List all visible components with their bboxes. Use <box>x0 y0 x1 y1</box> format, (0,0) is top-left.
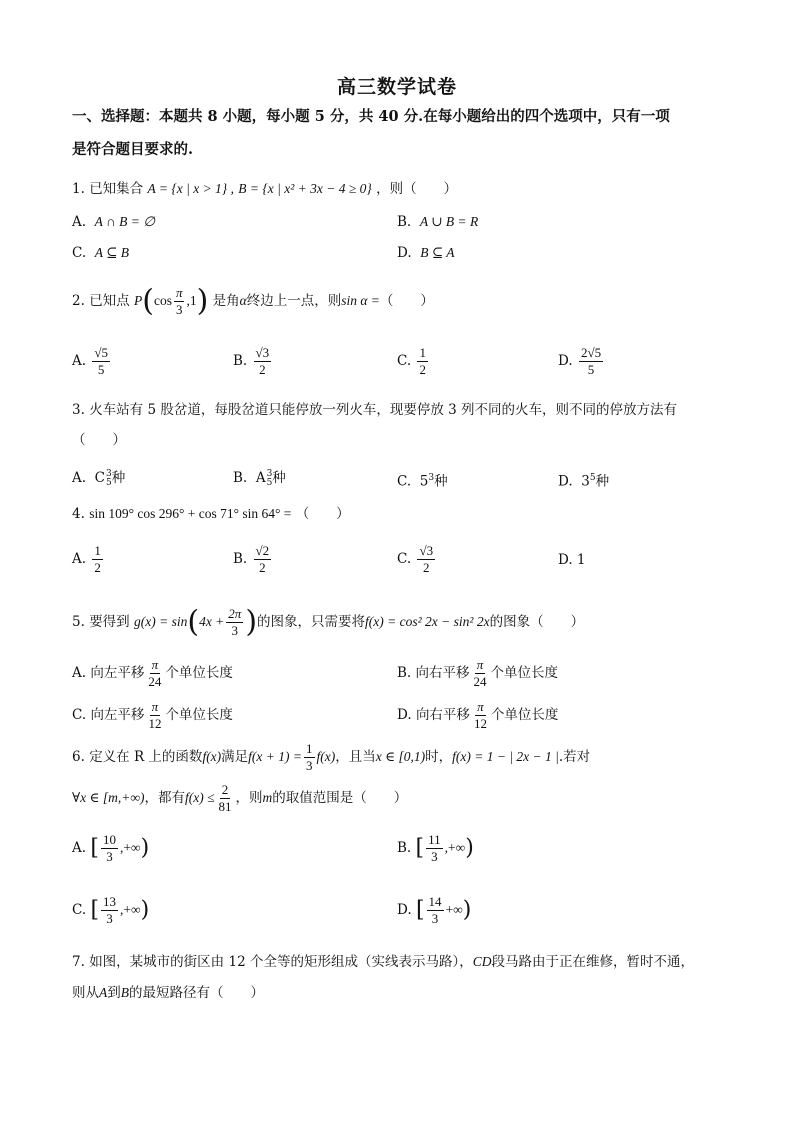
question-7-stem-line1 <box>72 953 694 971</box>
q3-option-a-sub: 5 <box>105 477 112 488</box>
question-7-stem-line2 <box>72 984 264 1002</box>
q2-alpha: α <box>239 293 247 308</box>
q3-option-b-sup: 3 <box>266 468 273 479</box>
q6-option-c-num: 13 <box>103 894 117 909</box>
q7-line1-a: 如图，某城市的街区由 12 个全等的矩形组成（实线表示马路）， <box>89 954 473 970</box>
q6-forall: ∀x ∈ [m,+∞) <box>72 790 145 805</box>
q5-stem-pre: 要得到 <box>89 614 130 630</box>
q6-option-d <box>397 894 471 927</box>
q2-pi: π <box>175 285 183 300</box>
q4-number: 4. <box>72 506 85 522</box>
q6-eq1-den: 3 <box>306 758 313 773</box>
q5-option-b-pre: 向右平移 <box>415 665 470 681</box>
q6-option-b-den: 3 <box>431 849 438 864</box>
question-3-stem <box>72 401 677 419</box>
q5-option-d-num: π <box>477 699 484 714</box>
q1-stem-post: ，则（ ） <box>376 181 458 197</box>
q3-option-c <box>397 469 448 491</box>
q6-option-a-den: 3 <box>106 849 113 864</box>
q2-cos: cos <box>153 293 172 308</box>
q2-right-paren: ) <box>196 283 209 319</box>
q3-option-a-sup: 3 <box>105 468 112 479</box>
q2-option-a <box>72 345 112 378</box>
q3-option-c-unit: 种 <box>434 473 448 490</box>
q5-option-c-num: π <box>151 699 159 714</box>
q1-set-b: B = {x | x² + 3x − 4 ≥ 0} <box>238 181 372 196</box>
q5-frac-num: 2π <box>228 606 242 621</box>
q2-option-b-den: 2 <box>259 362 266 377</box>
q4-option-a <box>72 543 105 576</box>
q7-cd: CD <box>472 954 492 969</box>
q3-option-a <box>72 469 125 488</box>
q1-set-a: A = {x | x > 1} , <box>147 181 234 196</box>
q1-option-a-text: A ∩ B = ∅ <box>94 214 156 229</box>
q2-pi-over-3 <box>174 285 185 318</box>
q5-option-d-label: D. <box>397 707 412 723</box>
q6-line2-c: ，则 <box>235 790 263 806</box>
question-6-stem-line1 <box>72 741 590 774</box>
q1-option-c-text: A ⊆ B <box>94 245 130 260</box>
q5-option-c-frac <box>146 699 163 732</box>
q4-option-b-frac <box>254 543 272 576</box>
q3-paren: （ ） <box>72 432 126 448</box>
q5-frac-den: 3 <box>231 623 239 638</box>
q4-option-a-frac <box>92 543 103 576</box>
q3-option-b-label: B. <box>233 470 248 486</box>
q1-option-b-text: A ∪ B = R <box>419 214 479 229</box>
q6-number: 6. <box>72 749 85 765</box>
q6-line2-b: ，都有 <box>144 790 185 806</box>
q2-stem-mid: 是角 <box>212 293 240 309</box>
q5-option-a-post: 个单位长度 <box>165 665 233 681</box>
q5-option-b-frac <box>472 657 489 690</box>
q5-option-d <box>397 699 558 732</box>
q5-option-a-label: A. <box>72 665 87 681</box>
q2-paren: （ ） <box>379 293 434 309</box>
q6-stem-d: 时， <box>425 749 453 765</box>
question-6-stem-line2 <box>72 782 407 815</box>
q7-line2-c: 的最短路径有（ ） <box>129 985 264 1001</box>
q5-option-a-num: π <box>151 657 159 672</box>
q5-stem-mid: 的图象，只需要将 <box>257 614 366 630</box>
q6-option-b <box>397 832 474 865</box>
q5-option-a-frac <box>146 657 163 690</box>
q4-option-c <box>397 543 437 576</box>
q2-option-a-frac <box>92 345 110 378</box>
q6-condition: x ∈ [0,1) <box>375 749 426 764</box>
q6-option-c-close-paren: ) <box>140 897 150 923</box>
q3-option-a-base: C <box>94 470 105 486</box>
q6-eq1-left: f(x + 1) = <box>248 749 303 764</box>
q5-option-b <box>397 657 558 690</box>
q3-option-d-sup: 5 <box>589 473 596 483</box>
q6-ineq-den: 81 <box>218 799 232 814</box>
q6-option-b-close-paren: ) <box>465 835 474 861</box>
q4-option-c-frac <box>417 543 435 576</box>
q6-line2-d: 的取值范围是（ ） <box>272 790 408 806</box>
q3-stem-text: 火车站有 5 股岔道，每股岔道只能停放一列火车，现要停放 3 列不同的火车，则不同的停放方法有 <box>89 402 678 418</box>
q4-paren: （ ） <box>295 506 350 522</box>
q5-left-paren: ( <box>187 604 200 640</box>
q3-option-d <box>558 469 609 491</box>
q6-ineq-num: 2 <box>221 782 229 797</box>
q3-option-b <box>233 469 286 488</box>
q5-inner: 4x + <box>199 614 225 629</box>
question-1-stem <box>72 180 457 198</box>
q4-option-b-label: B. <box>233 551 248 567</box>
q6-option-c <box>72 894 149 927</box>
q6-option-a-label: A. <box>72 840 87 856</box>
q5-option-a-den: 24 <box>148 674 162 689</box>
q2-left-paren: ( <box>142 283 154 319</box>
q2-stem-pre: 已知点 <box>89 293 130 309</box>
q6-option-c-tail: ,+∞ <box>120 902 141 917</box>
q5-option-c <box>72 699 233 732</box>
exam-title: 高三数学试卷 <box>336 76 457 98</box>
q6-option-c-den: 3 <box>106 911 113 926</box>
q6-option-d-close-paren: ) <box>462 897 472 923</box>
q6-option-c-label: C. <box>72 902 87 918</box>
q4-option-a-num: 1 <box>94 543 101 558</box>
q5-option-b-num: π <box>476 657 484 672</box>
q5-option-c-den: 12 <box>148 716 162 731</box>
q6-option-b-open-bracket: [ <box>415 835 425 861</box>
q4-option-c-label: C. <box>397 551 412 567</box>
q6-eq1-frac <box>304 741 315 774</box>
q3-number: 3. <box>72 402 85 418</box>
section-heading-line2: 是符合题目要求的. <box>72 141 194 158</box>
q6-option-c-open-bracket: [ <box>90 897 100 923</box>
q6-option-a-num: 10 <box>102 832 116 847</box>
q2-option-d-frac <box>579 345 603 378</box>
q2-option-b-num: √3 <box>255 345 270 360</box>
q2-option-a-num: √5 <box>94 345 108 360</box>
q3-option-d-unit: 种 <box>595 473 610 490</box>
q6-stem-e: .若对 <box>558 749 591 765</box>
q6-option-d-frac <box>427 894 444 927</box>
q5-option-b-label: B. <box>397 665 412 681</box>
q4-option-b-num: √2 <box>255 543 270 558</box>
q4-option-d: D. 1 <box>558 552 586 568</box>
q1-option-c <box>72 244 129 262</box>
q6-option-a-frac <box>101 832 118 865</box>
section-heading-line1: 一、选择题：本题共 8 小题，每小题 5 分，共 40 分.在每小题给出的四个选项中，只有一项 <box>72 108 670 125</box>
q6-option-d-den: 3 <box>431 911 439 926</box>
q5-option-d-post: 个单位长度 <box>490 707 559 723</box>
q1-option-b <box>397 213 478 231</box>
q2-option-c-label: C. <box>397 353 412 369</box>
q2-option-c <box>397 345 430 378</box>
q6-option-b-tail: ,+∞ <box>444 840 466 855</box>
q2-number: 2. <box>72 293 85 309</box>
q5-option-a <box>72 657 233 690</box>
q6-option-d-label: D. <box>397 902 412 918</box>
q2-option-d-num: 2√5 <box>580 345 602 360</box>
q5-g-expression: g(x) = sin <box>133 614 188 629</box>
q6-option-a-tail: ,+∞ <box>119 840 141 855</box>
q6-option-d-open-bracket: [ <box>415 897 425 923</box>
q3-option-c-sup: 3 <box>428 473 435 483</box>
q6-ineq: f(x) ≤ <box>185 790 215 805</box>
q5-f-expression: f(x) = cos² 2x − sin² 2x <box>365 614 490 629</box>
q6-stem-b: 满足 <box>221 749 249 765</box>
q5-two-pi-over-3 <box>226 606 243 639</box>
q6-option-b-frac <box>426 832 443 865</box>
q5-right-paren: ) <box>245 604 258 640</box>
q2-stem-post: 终边上一点，则 <box>246 293 342 309</box>
q6-eq2: f(x) = 1 − | 2x − 1 | <box>452 749 559 764</box>
q2-option-b <box>233 345 273 378</box>
q3-option-d-label: D. <box>558 473 573 490</box>
q4-option-b-den: 2 <box>259 560 266 575</box>
q3-option-b-sub: 5 <box>266 477 273 488</box>
q5-option-a-pre: 向左平移 <box>90 665 145 681</box>
q3-option-c-base: 5 <box>419 473 429 490</box>
q2-sin-alpha: sin α = <box>341 293 380 308</box>
q2-one: ,1 <box>186 293 197 308</box>
q6-stem-a: 定义在 R 上的函数 <box>89 749 203 765</box>
q7-point-b: B <box>120 985 129 1000</box>
q3-option-b-base: A <box>255 470 266 486</box>
q5-option-c-label: C. <box>72 707 87 723</box>
q2-point-p: P <box>133 293 143 308</box>
q2-option-b-label: B. <box>233 353 248 369</box>
q2-option-b-frac <box>254 345 272 378</box>
q5-option-c-post: 个单位长度 <box>165 707 233 723</box>
q2-option-d-den: 5 <box>587 362 595 377</box>
q4-expression: sin 109° cos 296° + cos 71° sin 64° = <box>89 506 292 521</box>
q7-line2-a: 则从 <box>72 985 99 1001</box>
q6-fx: f(x) <box>202 749 222 764</box>
q6-option-d-num: 14 <box>428 894 442 909</box>
q3-option-b-unit: 种 <box>272 470 286 486</box>
q6-option-a-close-paren: ) <box>140 835 150 861</box>
q5-option-b-post: 个单位长度 <box>490 665 559 681</box>
q4-option-c-num: √3 <box>419 543 434 558</box>
q3-option-c-label: C. <box>397 473 412 490</box>
q2-option-c-den: 2 <box>419 362 426 377</box>
q5-option-d-frac <box>472 699 489 732</box>
q5-option-c-pre: 向左平移 <box>90 707 145 723</box>
q6-stem-c: ，且当 <box>335 749 376 765</box>
q6-option-d-tail: +∞ <box>445 902 463 917</box>
question-2-stem <box>72 281 434 321</box>
q6-eq1-right: f(x) <box>316 749 336 764</box>
q7-line1-b: 段马路由于正在维修，暂时不通， <box>491 954 694 970</box>
q4-option-a-label: A. <box>72 551 87 567</box>
q6-option-a-open-bracket: [ <box>90 835 99 861</box>
q2-option-d-label: D. <box>558 353 573 369</box>
q4-option-a-den: 2 <box>94 560 101 575</box>
q1-stem-pre: 已知集合 <box>89 181 144 197</box>
q2-three: 3 <box>175 302 183 317</box>
q1-option-d-text: B ⊆ A <box>420 245 455 260</box>
q6-option-b-num: 11 <box>428 832 441 847</box>
q5-number: 5. <box>72 614 85 630</box>
question-4-stem <box>72 505 350 523</box>
q5-option-d-den: 12 <box>473 716 487 731</box>
q1-option-d <box>397 244 455 262</box>
q3-option-a-unit: 种 <box>111 470 126 486</box>
q4-option-c-den: 2 <box>423 560 430 575</box>
q6-ineq-frac <box>217 782 234 815</box>
q2-option-a-den: 5 <box>97 362 105 377</box>
q6-option-a <box>72 832 149 865</box>
q2-option-a-label: A. <box>72 353 87 369</box>
q1-option-a-label: A. <box>72 214 87 230</box>
q2-option-c-num: 1 <box>419 345 426 360</box>
q5-option-d-pre: 向右平移 <box>415 707 470 723</box>
q6-option-c-frac <box>101 894 118 927</box>
q4-option-b <box>233 543 273 576</box>
q6-option-b-label: B. <box>397 840 412 856</box>
q1-option-d-label: D. <box>397 245 412 261</box>
q6-m: m <box>262 790 273 805</box>
q1-option-a <box>72 213 155 231</box>
q7-point-a: A <box>99 985 108 1000</box>
q1-option-c-label: C. <box>72 245 87 261</box>
q6-eq1-num: 1 <box>306 741 313 756</box>
q7-number: 7. <box>72 954 85 970</box>
q2-option-d <box>558 345 605 378</box>
q1-option-b-label: B. <box>397 214 412 230</box>
q5-stem-post: 的图象（ ） <box>489 614 585 630</box>
q7-line2-b: 到 <box>107 985 121 1001</box>
q3-option-d-base: 3 <box>581 473 590 490</box>
question-5-stem <box>72 602 584 642</box>
q1-number: 1. <box>72 181 85 197</box>
q3-option-a-label: A. <box>72 470 87 486</box>
q2-option-c-frac <box>417 345 428 378</box>
q5-option-b-den: 24 <box>473 674 487 689</box>
